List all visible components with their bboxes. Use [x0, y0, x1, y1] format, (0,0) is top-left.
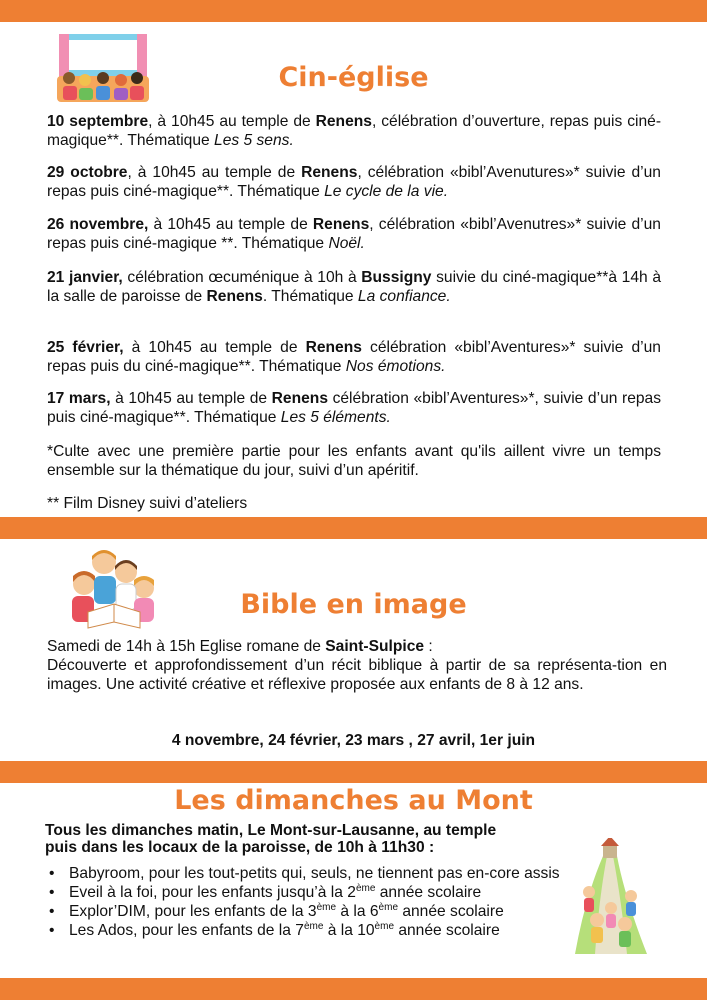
divider-band-2 — [0, 761, 707, 783]
divider-band-1 — [0, 517, 707, 539]
top-band — [0, 0, 707, 22]
cinema-item: 25 février, à 10h45 au temple de Renens célébration «bibl’Aventures»* suivie d’un repas puis du ciné-magique**. Thématique Nos émotions. — [47, 339, 661, 375]
cinema-item: 26 novembre, à 10h45 au temple de Renens, célébration «bibl’Avenutres»* suivie d’un repas puis ciné-magique **. Thématique Noël. — [47, 216, 661, 252]
cinema-item: 21 janvier, célébration œcuménique à 10h à Bussigny suivie du ciné-magique**à 14h à la salle de paroisse de Renens. Thématique La confiance. — [47, 269, 661, 305]
sundays-intro-1: Tous les dimanches matin, Le Mont-sur-Lausanne, au temple — [45, 822, 497, 839]
bottom-band — [0, 978, 707, 1000]
cinema-item: 10 septembre, à 10h45 au temple de Renens, célébration d’ouverture, repas puis ciné-magique**. Thématique Les 5 sens. — [47, 113, 662, 149]
children-walking-to-church-illustration — [565, 838, 657, 956]
cinema-footnote: ** Film Disney suivi d’ateliers — [47, 495, 248, 512]
list-item: • Eveil à la foi, pour les enfants jusqu’à la 2ème année scolaire — [47, 883, 567, 902]
cinema-note: *Culte avec une première partie pour les enfants avant qu'ils aillent vivre un temps ensemble sur la thématique du jour, suivi d’un apéritif. — [47, 443, 661, 479]
list-item: • Les Ados, pour les enfants de la 7ème à la 10ème année scolaire — [47, 921, 567, 940]
sundays-title: Les dimanches au Mont — [174, 785, 533, 816]
bible-description: Découverte et approfondissement d’un récit biblique à partir de sa représenta-tion en images. Une activité créative et réflexive proposée aux enfants de 8 à 12 ans. — [47, 657, 667, 693]
bible-intro: Samedi de 14h à 15h Eglise romane de Saint-Sulpice : — [47, 638, 433, 655]
cinema-title: Cin-église — [278, 62, 429, 93]
sundays-list — [47, 864, 567, 940]
list-item: • Babyroom, pour les tout-petits qui, seuls, ne tiennent pas en-core assis — [47, 864, 567, 883]
bible-title: Bible en image — [240, 589, 467, 620]
cinema-item: 17 mars, à 10h45 au temple de Renens célébration «bibl’Aventures»*, suivie d’un repas puis ciné-magique**. Thématique Les 5 éléments. — [47, 390, 662, 426]
sundays-intro-2: puis dans les locaux de la paroisse, de 10h à 11h30 : — [45, 839, 435, 856]
bible-dates: 4 novembre, 24 février, 23 mars , 27 avril, 1er juin — [171, 732, 536, 749]
list-item: • Explor’DIM, pour les enfants de la 3ème à la 6ème année scolaire — [47, 902, 567, 921]
cinema-item: 29 octobre, à 10h45 au temple de Renens, célébration «bibl’Avenutures»* suivie d’un repas puis ciné-magique**. Thématique Le cycle de la vie. — [47, 164, 661, 200]
